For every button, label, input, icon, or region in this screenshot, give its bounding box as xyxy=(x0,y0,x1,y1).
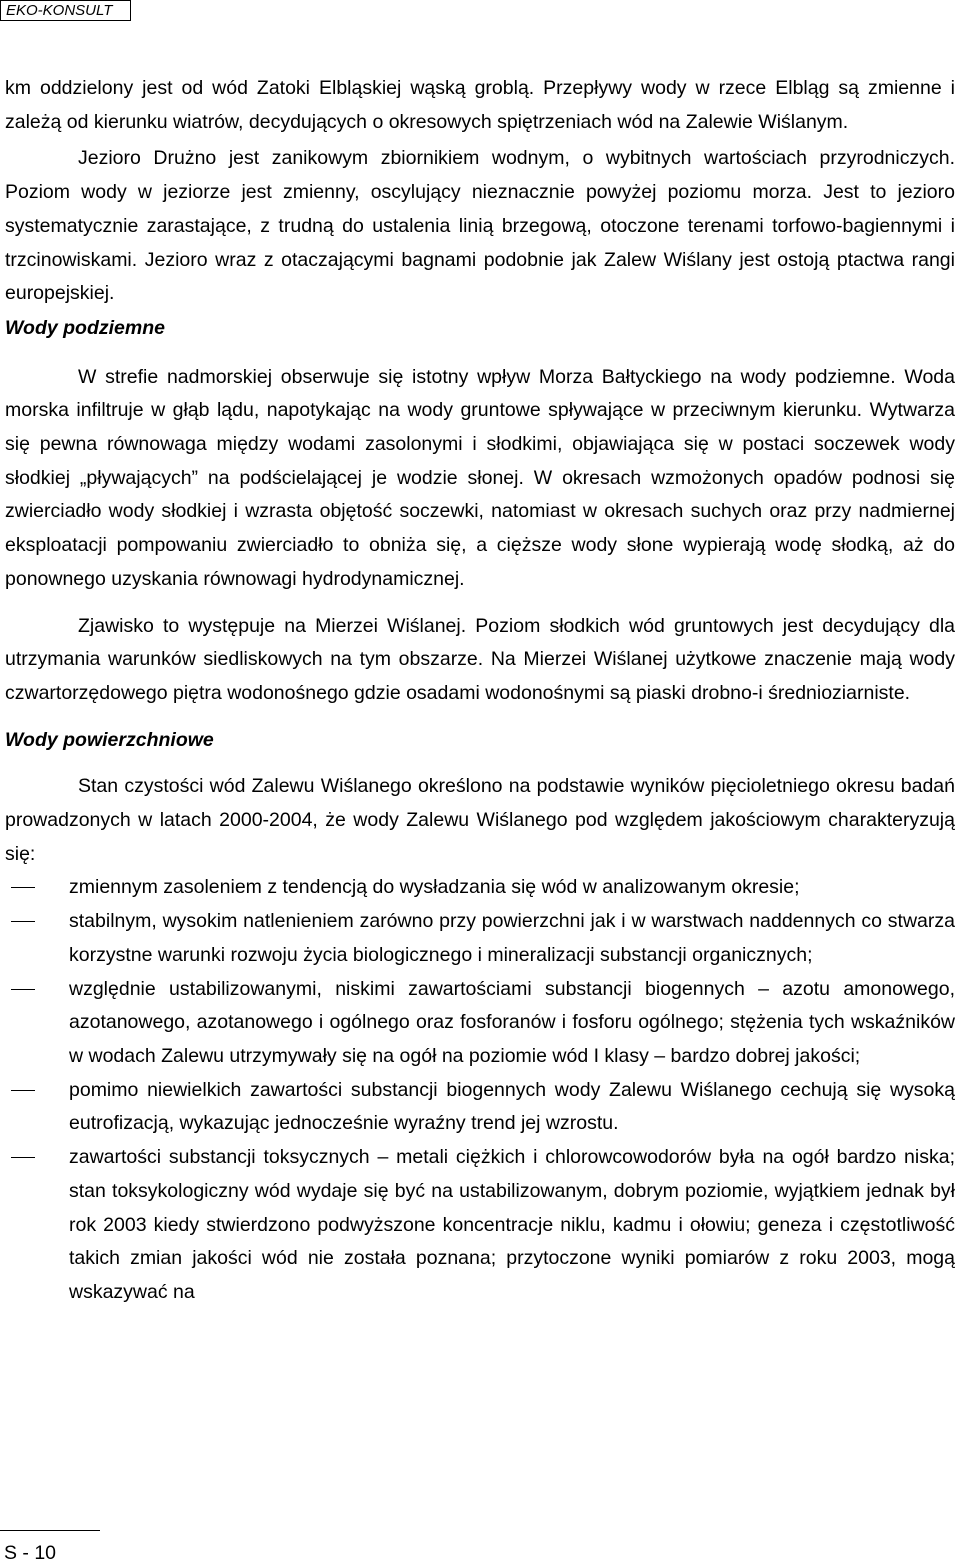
document-body xyxy=(5,72,955,1310)
paragraph-mierzeja: Zjawisko to występuje na Mierzei Wiślanej. Poziom słodkich wód gruntowych jest decydujący dla utrzymania warunków siedliskowych na tym obszarze. Na Mierzei Wiślanej użytkowe znaczenie mają wody czwartorzędowego piętra wodonośnego gdzie osadami wodonośnymi są piaski drobno-i średnioziarniste. xyxy=(5,614,955,704)
dash-bullet-icon xyxy=(11,1090,35,1091)
list-item-text: stabilnym, wysokim natlenieniem zarówno przy powierzchni jak i w warstwach naddennych co stwarza korzystne warunki rozwoju życia biologicznego i mineralizacji substancji organicznych; xyxy=(69,910,955,966)
list-item xyxy=(5,905,955,972)
list-item-text: zmiennym zasoleniem z tendencją do wysładzania się wód w analizowanym okresie; xyxy=(69,876,800,899)
heading-groundwater: Wody podziemne xyxy=(5,316,165,339)
heading-surface-water: Wody powierzchniowe xyxy=(5,728,214,751)
dash-bullet-icon xyxy=(11,921,35,922)
list-item xyxy=(5,871,955,905)
paragraph-intro: km oddzielony jest od wód Zatoki Elbląskiej wąską groblą. Przepływy wody w rzece Elbląg są zmienne i zależą od kierunku wiatrów, decydujących o okresowych spiętrzeniach wód na Zalewie Wiślanym. xyxy=(5,77,955,133)
footer-divider xyxy=(0,1530,100,1531)
list-item xyxy=(5,973,955,1074)
list-item xyxy=(5,1074,955,1141)
paragraph-surface-water: Stan czystości wód Zalewu Wiślanego określono na podstawie wyników pięcioletniego okresu badań prowadzonych w latach 2000-2004, że wody Zalewu Wiślanego pod względem jakościowym charakteryzują się: xyxy=(5,775,955,865)
quality-list xyxy=(5,871,955,1309)
page-number: S - 10 xyxy=(4,1542,57,1564)
paragraph-druzno: Jezioro Drużno jest zanikowym zbiornikiem wodnym, o wybitnych wartościach przyrodniczych. Poziom wody w jeziorze jest zmienny, oscylujący nieznacznie powyżej poziomu morza. Jest to jezioro systematycznie zarastające, z trudną do ustalenia linią brzegową, otoczone terenami torfowo-bagiennymi i trzcinowiskami. Jezioro wraz z otaczającymi bagnami podobnie jak Zalew Wiślany jest ostoją ptactwa rangi europejskiej. xyxy=(5,147,955,305)
dash-bullet-icon xyxy=(11,989,35,990)
company-name: EKO-KONSULT xyxy=(6,2,113,19)
list-item xyxy=(5,1141,955,1310)
list-item-text: pomimo niewielkich zawartości substancji biogennych wody Zalewu Wiślanego cechują się wysoką eutrofizacją, wykazując jednocześnie wyraźny trend jej wzrostu. xyxy=(69,1078,955,1135)
dash-bullet-icon xyxy=(11,1157,35,1158)
dash-bullet-icon xyxy=(11,887,35,888)
paragraph-groundwater: W strefie nadmorskiej obserwuje się istotny wpływ Morza Bałtyckiego na wody podziemne. Woda morska infiltruje w głąb lądu, napotykając na wody gruntowe spływające w przeciwnym kierunku. Wytwarza się pewna równowaga między wodami zasolonymi i słodkimi, objawiająca się w postaci soczewek wody słodkiej „pływających” na podścielającej je wodzie słonej. W okresach wzmożonych opadów podnosi się zwierciadło wody słodkiej i wzrasta objętość soczewki, natomiast w okresach suchych oraz przy nadmiernej eksploatacji pompowaniu zwierciadło to obniża się, a cięższe wody słone wypierają wodę słodką, aż do ponownego uzyskania równowagi hydrodynamicznej. xyxy=(5,365,955,590)
list-item-text: zawartości substancji toksycznych – metali ciężkich i chlorowcowodorów była na ogół bardzo niska; stan toksykologiczny wód wydaje się być na ustabilizowanym, dobrym poziomie, wyjątkiem jednak był rok 2003 kiedy stwierdzono podwyższone koncentracje niklu, kadmu i ołowiu; geneza i częstotliwość takich zmian jakości wód nie została poznana; przytoczone wyniki pomiarów z roku 2003, mogą wskazywać na xyxy=(69,1146,955,1303)
header-box xyxy=(0,0,131,21)
list-item-text: względnie ustabilizowanymi, niskimi zawartościami substancji biogennych – azotu amonowego, azotanowego, azotanowego i ogólnego oraz fosforanów i fosforu ogólnego; stężenia tych wskaźników w wodach Zalewu utrzymywały się na ogół na poziomie wód I klasy – bardzo dobrej jakości; xyxy=(69,977,955,1067)
